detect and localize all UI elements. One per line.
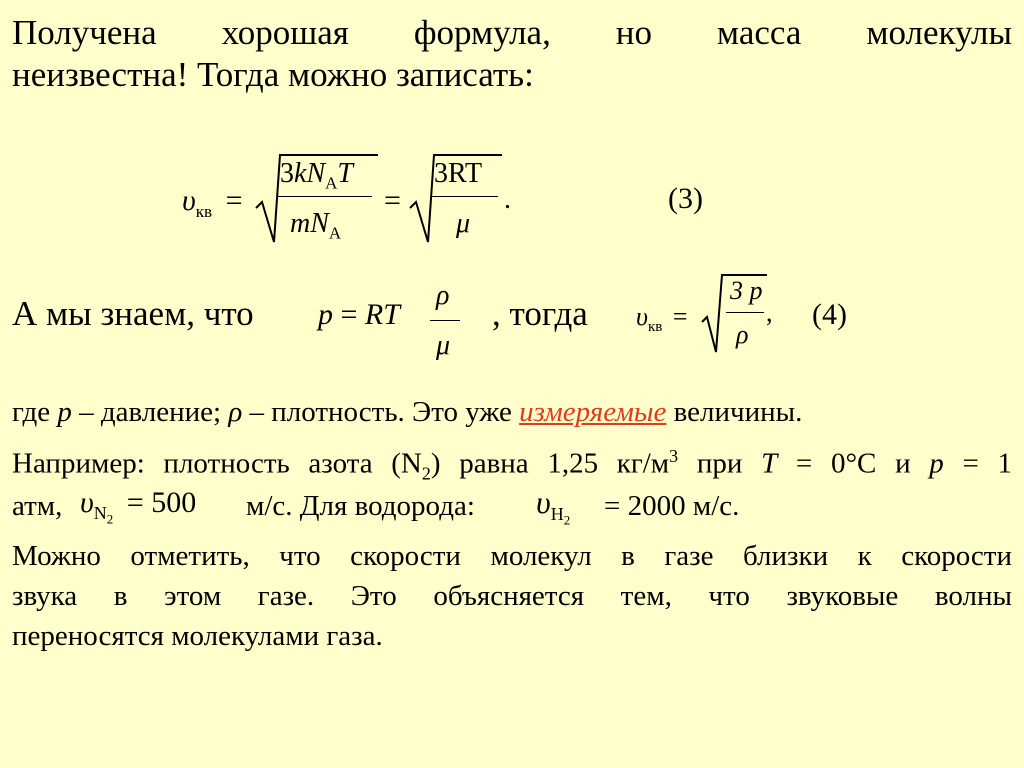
pressure-symbol: p: [318, 298, 333, 331]
fraction-bar-4: [726, 312, 764, 313]
quantities-word: величины.: [673, 396, 803, 428]
hydrogen-intro-text: м/с. Для водорода:: [246, 490, 475, 522]
eq3-frac1-num: [280, 158, 353, 194]
example-text-e: = 1: [962, 447, 1013, 480]
density-definition: – плотность. Это уже: [249, 396, 512, 428]
hydrogen-velocity-text: = 2000 м/с.: [604, 490, 740, 522]
velocity-symbol: υ: [80, 486, 94, 519]
atm-text: атм,: [12, 490, 63, 522]
eq3-frac2-den: μ: [456, 208, 471, 239]
nitrogen-subscript: 2: [421, 463, 431, 484]
den-N: N: [310, 208, 329, 239]
eq4-v-num: 3 p: [730, 276, 763, 305]
num-T: T: [337, 158, 353, 189]
eq3-lhs: [182, 184, 243, 222]
RT-symbol: RT: [364, 298, 400, 331]
eq4-mu-den: μ: [436, 330, 451, 361]
eq4-comma: ,: [766, 298, 773, 327]
nitrogen-velocity-value: = 500: [126, 486, 197, 519]
N-letter: N: [93, 503, 107, 523]
eq4-v-den: ρ: [736, 320, 749, 349]
v-nitrogen-expression: [80, 486, 196, 528]
where-word: где: [12, 396, 51, 428]
conclusion-line-3: переносятся молекулами газа.: [12, 620, 383, 652]
eq4-then-text: , тогда: [492, 294, 588, 333]
example-text-d: = 0°С и: [795, 447, 911, 480]
example-text-c: при: [696, 447, 743, 480]
num-k: k: [294, 158, 307, 189]
den-N-subscript: A: [328, 223, 342, 243]
pressure-definition: – давление;: [79, 396, 222, 428]
velocity-subscript: кв: [647, 319, 663, 336]
eq4-rho-num: ρ: [436, 280, 450, 311]
H-index: 2: [563, 512, 571, 528]
num-N: N: [306, 158, 326, 189]
temperature-symbol: T: [761, 447, 778, 480]
den-m: m: [290, 208, 311, 239]
intro-line-1: Получена хорошая формула, но масса молекулы: [12, 13, 1012, 52]
intro-line-2: неизвестна! Тогда можно записать:: [12, 55, 534, 94]
hydrogen-subscript: [550, 504, 571, 528]
pressure-symbol: p: [57, 396, 72, 428]
equals-sign: =: [340, 298, 365, 331]
nitrogen-subscript: [93, 503, 114, 527]
eq3-period: .: [504, 184, 511, 215]
example-text-b: ) равна 1,25 кг/м: [430, 447, 670, 480]
eq3-frac2-num: 3RT: [434, 158, 483, 189]
H-letter: H: [550, 504, 564, 525]
example-text-a: Например: плотность азота (N: [12, 447, 422, 480]
pressure-symbol: p: [929, 447, 944, 480]
eq4-pressure-lhs: [318, 298, 400, 332]
equals-sign: =: [672, 302, 688, 331]
equals-sign: =: [225, 184, 243, 217]
measurable-highlight: измеряемые: [519, 396, 667, 428]
eq3-frac1-den: [290, 208, 341, 244]
cubic-superscript: 3: [669, 446, 679, 466]
conclusion-paragraph: [12, 536, 1012, 656]
eq4-velocity-lhs: [636, 302, 687, 336]
fraction-bar-3: [430, 320, 460, 321]
equation-number-3: (3): [668, 182, 703, 215]
velocity-symbol: υ: [636, 302, 648, 331]
intro-paragraph: [12, 12, 1012, 96]
num-coefficient: 3: [280, 158, 294, 189]
v-hydrogen-expression: [536, 484, 570, 529]
velocity-symbol: υ: [182, 184, 196, 217]
conclusion-line-2: звука в этом газе. Это объясняется тем, что звуковые волны: [12, 580, 1012, 612]
fraction-bar-1: [278, 196, 372, 197]
N-index: 2: [106, 511, 114, 527]
num-N-subscript: A: [325, 173, 338, 193]
velocity-symbol: υ: [536, 484, 551, 520]
eq3-equals-2: =: [384, 184, 401, 217]
equation-number-4: (4): [812, 298, 847, 331]
eq4-lead-text: А мы знаем, что: [12, 294, 254, 333]
density-symbol: ρ: [228, 396, 243, 428]
velocity-subscript: кв: [195, 202, 213, 221]
example-line-1: [12, 446, 1012, 484]
definitions-line: [12, 396, 802, 429]
fraction-bar-2: [432, 196, 498, 197]
conclusion-line-1: Можно отметить, что скорости молекул в газе близки к скорости: [12, 540, 1012, 572]
